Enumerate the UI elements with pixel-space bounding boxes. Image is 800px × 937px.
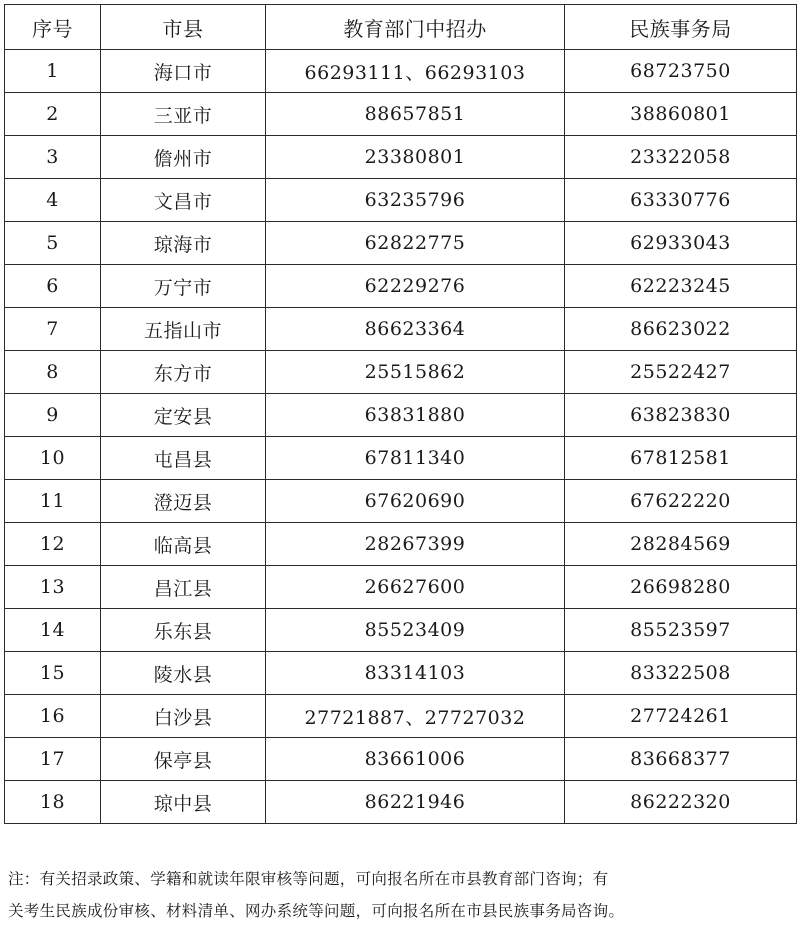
cell-index: 7 xyxy=(5,308,101,351)
cell-city: 海口市 xyxy=(101,50,266,93)
cell-city: 澄迈县 xyxy=(101,480,266,523)
cell-city: 琼中县 xyxy=(101,781,266,824)
cell-ethnic-phone: 27724261 xyxy=(565,695,797,738)
table-row xyxy=(5,93,797,136)
cell-city: 五指山市 xyxy=(101,308,266,351)
cell-ethnic-phone: 86222320 xyxy=(565,781,797,824)
cell-education-phone: 27721887、27727032 xyxy=(266,695,565,738)
table-row xyxy=(5,695,797,738)
table-row xyxy=(5,394,797,437)
cell-education-phone: 28267399 xyxy=(266,523,565,566)
table-row xyxy=(5,480,797,523)
table-row xyxy=(5,781,797,824)
table-row xyxy=(5,566,797,609)
cell-ethnic-phone: 63330776 xyxy=(565,179,797,222)
cell-education-phone: 86623364 xyxy=(266,308,565,351)
cell-index: 14 xyxy=(5,609,101,652)
cell-education-phone: 67620690 xyxy=(266,480,565,523)
cell-index: 9 xyxy=(5,394,101,437)
cell-education-phone: 63235796 xyxy=(266,179,565,222)
cell-ethnic-phone: 28284569 xyxy=(565,523,797,566)
cell-ethnic-phone: 62223245 xyxy=(565,265,797,308)
table-row xyxy=(5,738,797,781)
cell-education-phone: 85523409 xyxy=(266,609,565,652)
cell-city: 万宁市 xyxy=(101,265,266,308)
cell-city: 临高县 xyxy=(101,523,266,566)
cell-ethnic-phone: 83322508 xyxy=(565,652,797,695)
cell-education-phone: 88657851 xyxy=(266,93,565,136)
cell-ethnic-phone: 23322058 xyxy=(565,136,797,179)
cell-ethnic-phone: 68723750 xyxy=(565,50,797,93)
table-row xyxy=(5,265,797,308)
cell-index: 13 xyxy=(5,566,101,609)
cell-index: 1 xyxy=(5,50,101,93)
cell-index: 18 xyxy=(5,781,101,824)
cell-ethnic-phone: 26698280 xyxy=(565,566,797,609)
cell-education-phone: 62822775 xyxy=(266,222,565,265)
cell-city: 陵水县 xyxy=(101,652,266,695)
cell-education-phone: 67811340 xyxy=(266,437,565,480)
cell-index: 6 xyxy=(5,265,101,308)
cell-education-phone: 26627600 xyxy=(266,566,565,609)
cell-city: 保亭县 xyxy=(101,738,266,781)
table-row xyxy=(5,437,797,480)
table-header-row xyxy=(5,5,797,50)
cell-education-phone: 86221946 xyxy=(266,781,565,824)
cell-ethnic-phone: 63823830 xyxy=(565,394,797,437)
cell-ethnic-phone: 62933043 xyxy=(565,222,797,265)
cell-index: 17 xyxy=(5,738,101,781)
cell-city: 儋州市 xyxy=(101,136,266,179)
footnote xyxy=(8,863,794,927)
cell-education-phone: 23380801 xyxy=(266,136,565,179)
footnote-line-1: 注：有关招录政策、学籍和就读年限审核等问题，可向报名所在市县教育部门咨询；有 xyxy=(8,870,609,888)
table-row xyxy=(5,136,797,179)
table-row xyxy=(5,308,797,351)
cell-city: 三亚市 xyxy=(101,93,266,136)
cell-index: 10 xyxy=(5,437,101,480)
table-row xyxy=(5,652,797,695)
table-row xyxy=(5,222,797,265)
table-row xyxy=(5,351,797,394)
cell-education-phone: 83314103 xyxy=(266,652,565,695)
cell-city: 屯昌县 xyxy=(101,437,266,480)
contact-table xyxy=(4,4,797,824)
table-row xyxy=(5,50,797,93)
cell-ethnic-phone: 83668377 xyxy=(565,738,797,781)
cell-ethnic-phone: 67812581 xyxy=(565,437,797,480)
table-row xyxy=(5,523,797,566)
cell-city: 东方市 xyxy=(101,351,266,394)
table-row xyxy=(5,179,797,222)
cell-city: 白沙县 xyxy=(101,695,266,738)
document-sheet xyxy=(4,4,796,824)
cell-education-phone: 62229276 xyxy=(266,265,565,308)
cell-education-phone: 66293111、66293103 xyxy=(266,50,565,93)
cell-city: 琼海市 xyxy=(101,222,266,265)
cell-ethnic-phone: 67622220 xyxy=(565,480,797,523)
cell-ethnic-phone: 38860801 xyxy=(565,93,797,136)
cell-index: 2 xyxy=(5,93,101,136)
cell-index: 12 xyxy=(5,523,101,566)
cell-ethnic-phone: 86623022 xyxy=(565,308,797,351)
header-education-office: 教育部门中招办 xyxy=(266,5,565,50)
cell-index: 8 xyxy=(5,351,101,394)
cell-index: 5 xyxy=(5,222,101,265)
cell-ethnic-phone: 25522427 xyxy=(565,351,797,394)
cell-city: 文昌市 xyxy=(101,179,266,222)
cell-ethnic-phone: 85523597 xyxy=(565,609,797,652)
cell-education-phone: 83661006 xyxy=(266,738,565,781)
footnote-line-2: 关考生民族成份审核、材料清单、网办系统等问题，可向报名所在市县民族事务局咨询。 xyxy=(8,902,625,920)
cell-city: 昌江县 xyxy=(101,566,266,609)
cell-city: 乐东县 xyxy=(101,609,266,652)
cell-index: 16 xyxy=(5,695,101,738)
cell-city: 定安县 xyxy=(101,394,266,437)
header-city: 市县 xyxy=(101,5,266,50)
header-ethnic-affairs: 民族事务局 xyxy=(565,5,797,50)
cell-education-phone: 63831880 xyxy=(266,394,565,437)
cell-index: 11 xyxy=(5,480,101,523)
table-row xyxy=(5,609,797,652)
cell-education-phone: 25515862 xyxy=(266,351,565,394)
cell-index: 15 xyxy=(5,652,101,695)
cell-index: 3 xyxy=(5,136,101,179)
header-index: 序号 xyxy=(5,5,101,50)
cell-index: 4 xyxy=(5,179,101,222)
